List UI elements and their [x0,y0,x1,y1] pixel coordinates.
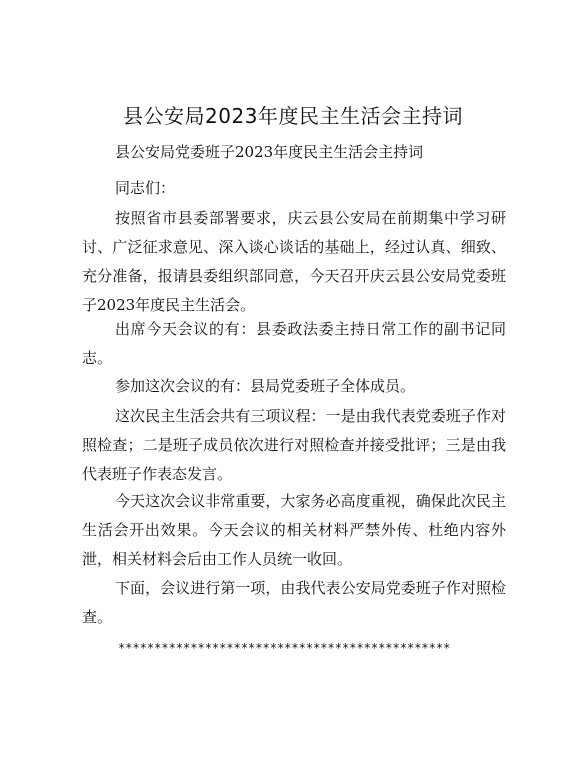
paragraph: 按照省市县委部署要求，庆云县公安局在前期集中学习研讨、广泛征求意见、深入谈心谈话的基础上，经过认真、细致、充分准备，报请县委组织部同意，今天召开庆云县公安局党委班子2023年度民主生活会。 [82,209,506,314]
paragraph: 参加这次会议的有：县局党委班子全体成员。 [115,377,416,395]
paragraph: 这次民主生活会共有三项议程：一是由我代表党委班子作对照检查；二是班子成员依次进行对照检查并接受批评；三是由我代表班子作表态发言。 [82,407,506,483]
document-subtitle: 县公安局党委班子2023年度民主生活会主持词 [115,143,424,161]
paragraph: 出席今天会议的有：县委政法委主持日常工作的副书记同志。 [82,320,506,367]
document-title: 县公安局2023年度民主生活会主持词 [123,104,463,128]
separator-line: ********************************************** [118,641,451,655]
paragraph: 下面，会议进行第一项，由我代表公安局党委班子作对照检查。 [82,579,506,626]
greeting: 同志们： [115,179,176,197]
paragraph: 今天这次会议非常重要，大家务必高度重视，确保此次民主生活会开出效果。今天会议的相关材料严禁外传、杜绝内容外泄，相关材料会后由工作人员统一收回。 [82,492,506,568]
